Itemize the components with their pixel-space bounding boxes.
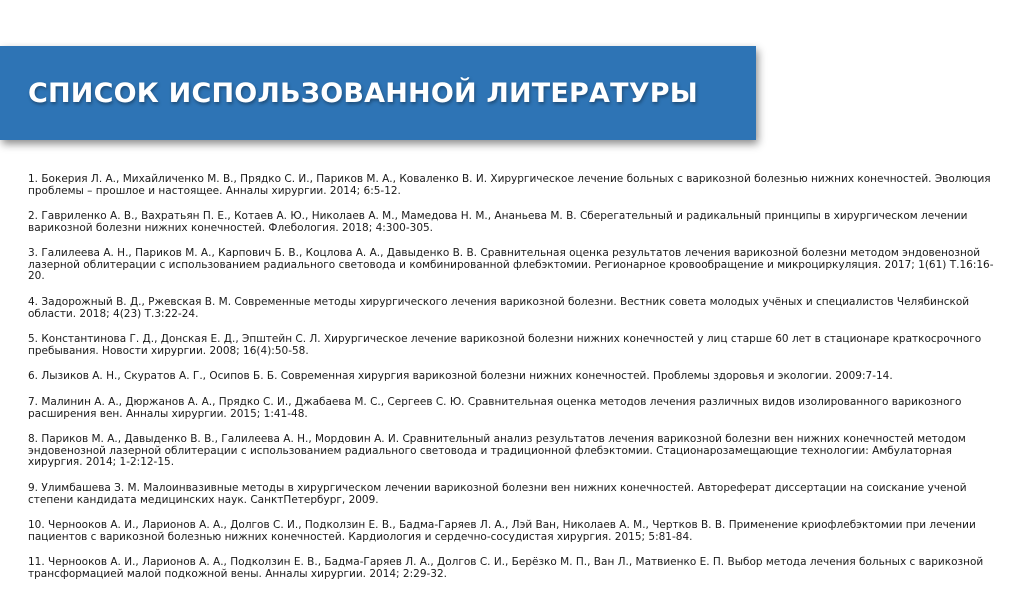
reference-item: 10. Чернооков А. И., Ларионов А. А., Долгов С. И., Подколзин Е. В., Бадма-Гаряев Л. А., Лэй Ван, Николаев А. М., Чертков В. В. Применение криофлебэктомии при лечении пациентов с варикозной болезнью нижних конечностей. Кардиология и сердечно-сосудистая хирургия. 2015; 5:81-84. <box>28 519 976 543</box>
slide-title: СПИСОК ИСПОЛЬЗОВАННОЙ ЛИТЕРАТУРЫ <box>28 77 698 109</box>
reference-item: 7. Малинин А. А., Дюржанов А. А., Прядко С. И., Джабаева М. С., Сергеев С. Ю. Сравнительная оценка методов лечения различных видов изолированного варикозного расширения вен. Анналы хирургии. 2015; 1:41-48. <box>28 396 962 420</box>
reference-item: 3. Галилеева А. Н., Париков М. А., Карпович Б. В., Коцлова А. А., Давыденко В. В. Сравнительная оценка результатов лечения варикозной болезни методом эндовенозной лазерной облитерации с использованием радиального световода и комбинированной флебэктомии. Регионарное кровообращение и микроциркуляция. 2017; 1(61) Т.16:16-20. <box>28 247 994 283</box>
reference-item: 6. Лызиков А. Н., Скуратов А. Г., Осипов Б. Б. Современная хирургия варикозной болезни нижних конечностей. Проблемы здоровья и экологии. 2009:7-14. <box>28 370 893 383</box>
reference-item: 8. Париков М. А., Давыденко В. В., Галилеева А. Н., Мордовин А. И. Сравнительный анализ результатов лечения варикозной болезни вен нижних конечностей методом эндовенозной лазерной облитерации с использованием радиального световода и традиционной флебэктомии. Стационарозамещающие технологии: Амбулаторная хирургия. 2014; 1-2:12-15. <box>28 433 966 469</box>
reference-item: 1. Бокерия Л. А., Михайличенко М. В., Прядко С. И., Париков М. А., Коваленко В. И. Хирургическое лечение больных с варикозной болезнью нижних конечностей. Эволюция проблемы – прошлое и настоящее. Анналы хирургии. 2014; 6:5-12. <box>28 173 991 197</box>
reference-item: 2. Гавриленко А. В., Вахратьян П. Е., Котаев А. Ю., Николаев А. М., Мамедова Н. М., Ананьева М. В. Сберегательный и радикальный принципы в хирургическом лечении варикозной болезни нижних конечностей. Флебология. 2018; 4:300-305. <box>28 210 968 234</box>
reference-item: 5. Константинова Г. Д., Донская Е. Д., Эпштейн С. Л. Хирургическое лечение варикозной болезни нижних конечностей у лиц старше 60 лет в стационаре краткосрочного пребывания. Новости хирургии. 2008; 16(4):50-58. <box>28 333 982 357</box>
reference-item: 11. Чернооков А. И., Ларионов А. А., Подколзин Е. В., Бадма-Гаряев Л. А., Долгов С. И., Берёзко М. П., Ван Л., Матвиенко Е. П. Выбор метода лечения больных с варикозной трансформацией малой подкожной вены. Анналы хирургии. 2014; 2:29-32. <box>28 556 984 580</box>
reference-item: 9. Улимбашева З. М. Малоинвазивные методы в хирургическом лечении варикозной болезни вен нижних конечностей. Автореферат диссертации на соискание ученой степени кандидата медицинских наук. СанктПетербург, 2009. <box>28 482 967 506</box>
reference-list <box>28 174 1003 595</box>
reference-item: 4. Задорожный В. Д., Ржевская В. М. Современные методы хирургического лечения варикозной болезни. Вестник совета молодых учёных и специалистов Челябинской области. 2018; 4(23) Т.3:22-24. <box>28 296 970 320</box>
title-banner <box>0 46 756 140</box>
